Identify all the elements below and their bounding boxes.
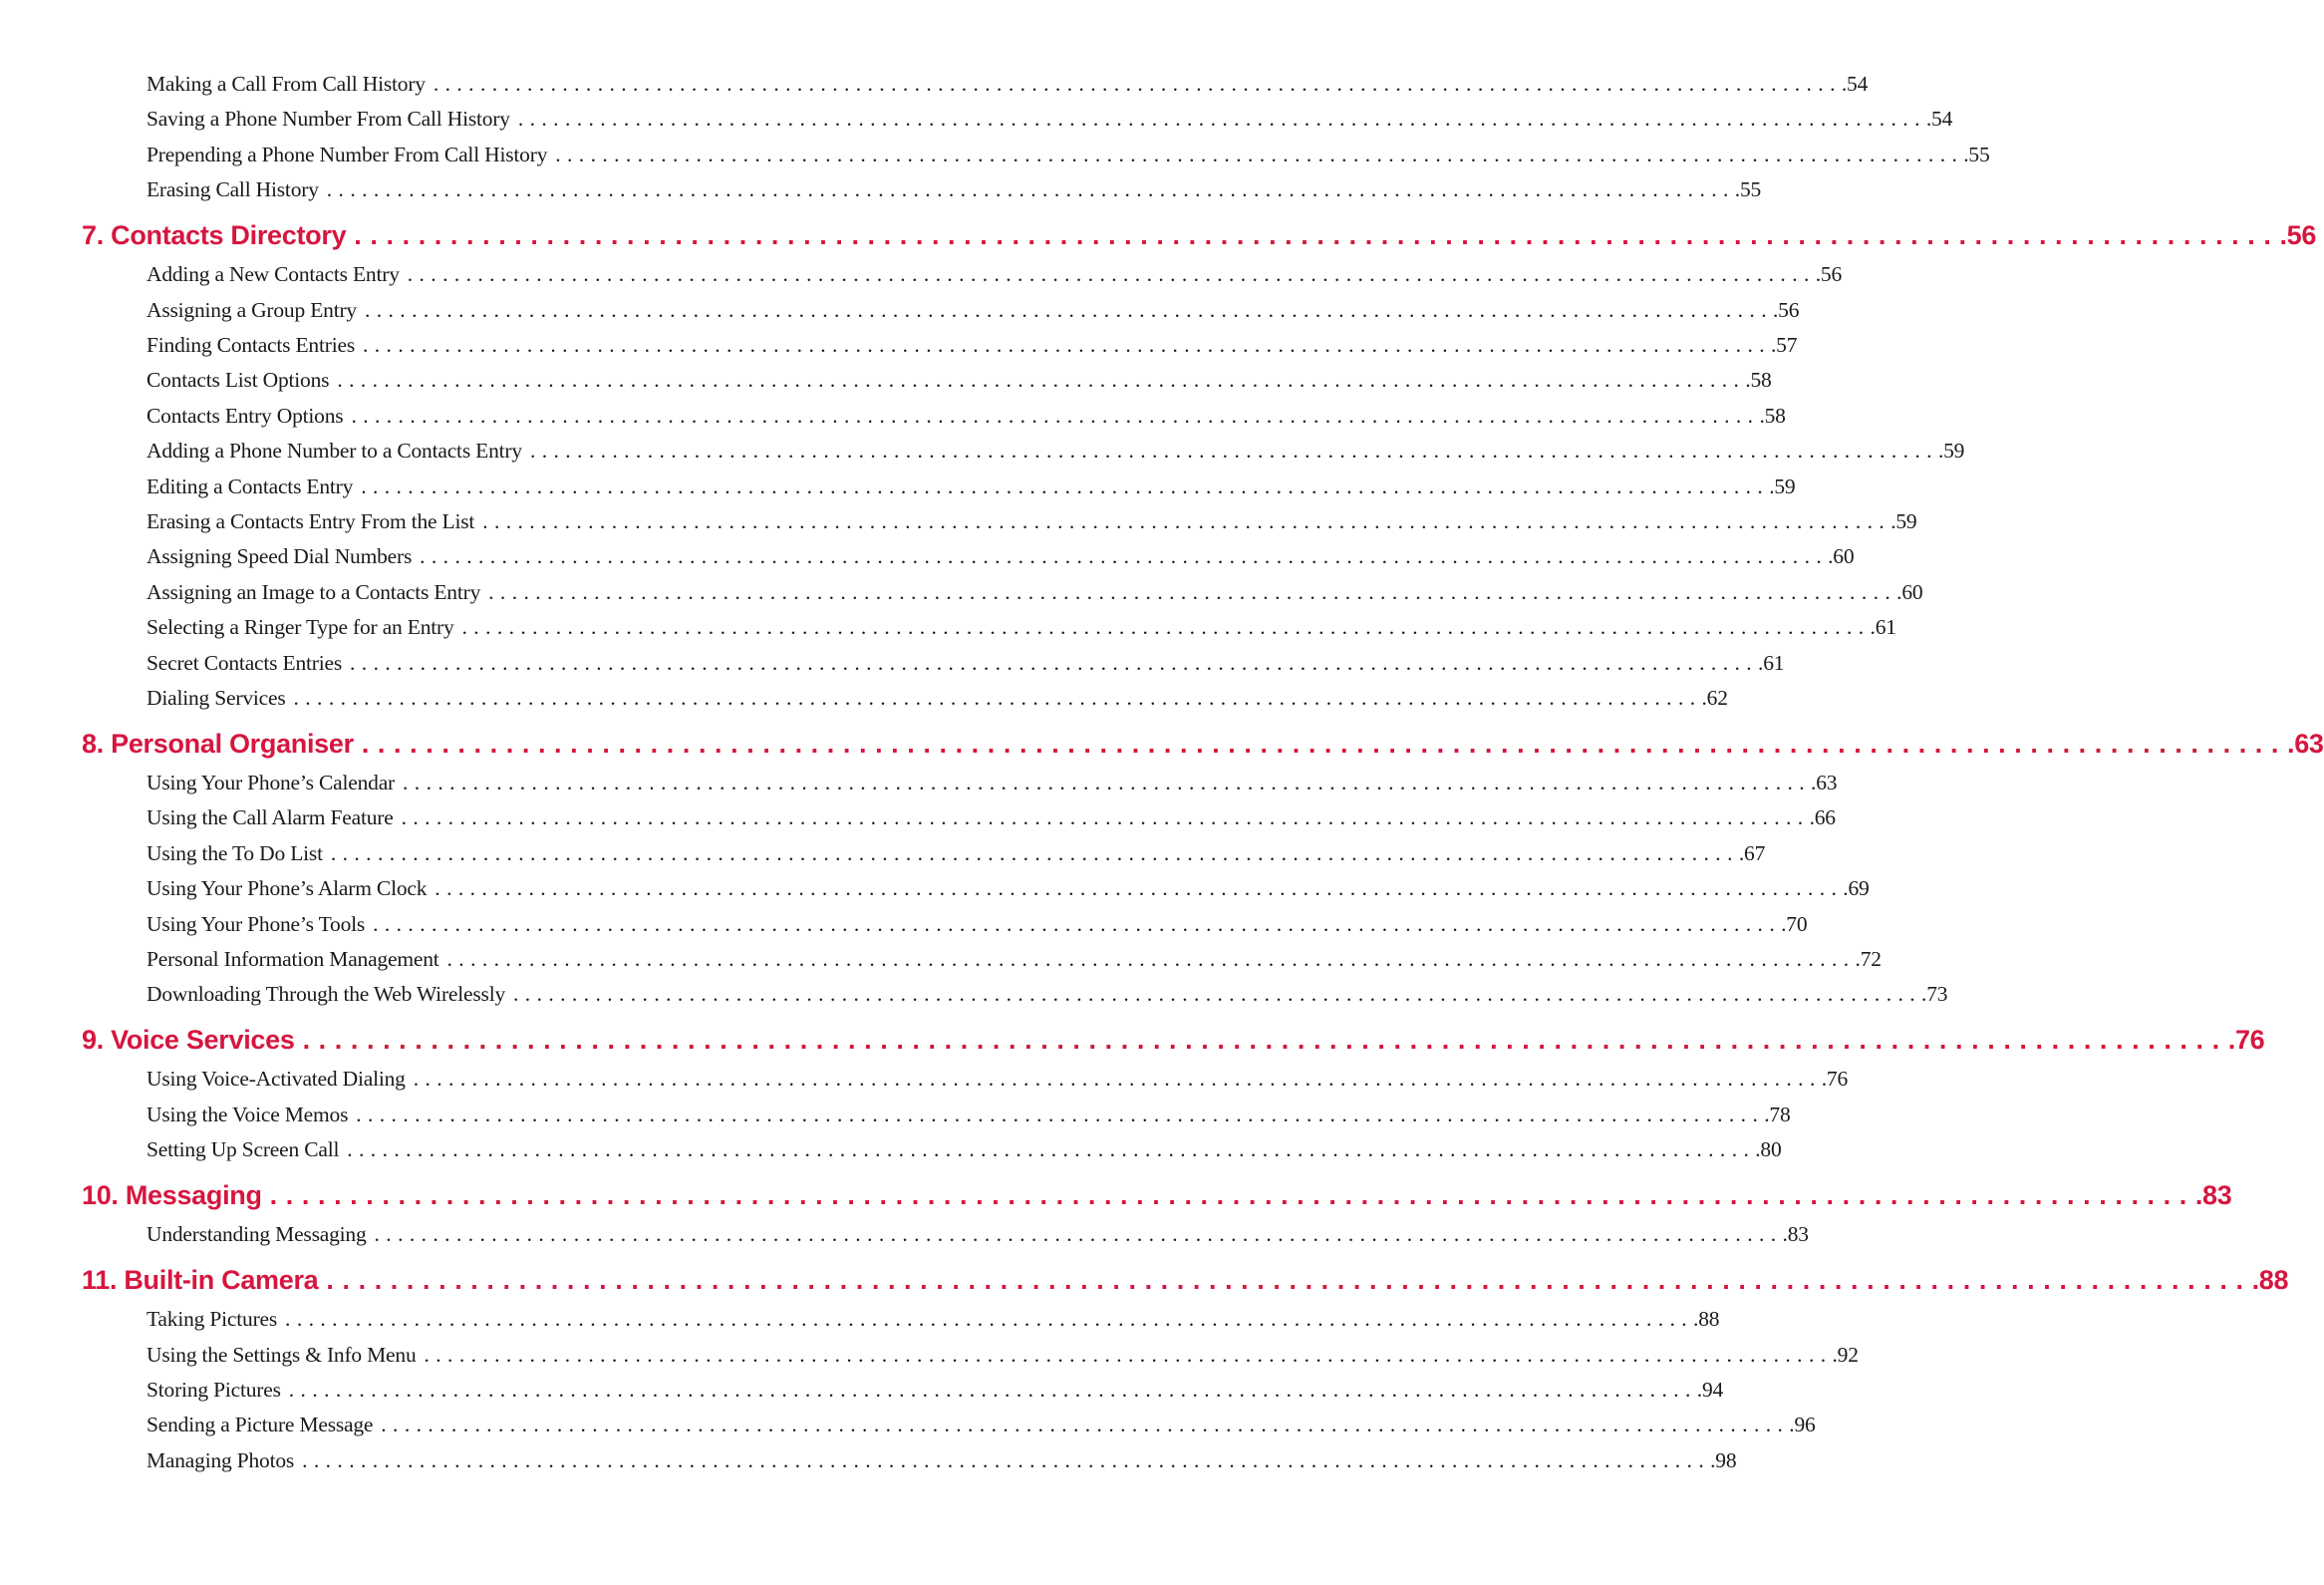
toc-entry[interactable] [146, 474, 1796, 508]
dot-leader: ........................................................................................................................ [326, 177, 1735, 202]
entry-title: Saving a Phone Number From Call History [146, 107, 510, 132]
entry-title: Using the Voice Memos [146, 1102, 349, 1126]
entry-title: Taking Pictures [146, 1307, 278, 1332]
toc-entry[interactable] [146, 107, 1953, 141]
toc-entry[interactable] [146, 1222, 1809, 1256]
page-number: .59 [1769, 474, 1796, 498]
dot-leader: ........................................................................................................................ [337, 368, 1746, 393]
toc-entry[interactable] [146, 368, 1772, 402]
toc-chapter-heading[interactable] [82, 220, 2317, 260]
dot-leader: ........................................................................................................................ [461, 615, 1871, 640]
page-number: .76 [1821, 1067, 1848, 1092]
toc-entry[interactable] [146, 1307, 1720, 1341]
entry-title: Contacts Entry Options [146, 403, 344, 428]
dot-leader: ........................................................................................................................ [401, 805, 1810, 830]
page-number: .54 [1841, 72, 1869, 96]
entry-title: Adding a New Contacts Entry [146, 262, 400, 287]
dot-leader: ........................................................................................................................ [351, 403, 1760, 428]
page-number: .60 [1828, 544, 1855, 569]
dot-leader: ........................................................................................................................ [413, 1067, 1822, 1092]
entry-title: Editing a Contacts Entry [146, 474, 354, 498]
dot-leader: ........................................................................................................................ [326, 1265, 2252, 1296]
toc-entry[interactable] [146, 333, 1798, 367]
dot-leader: ........................................................................................................................ [361, 729, 2288, 759]
toc-entry[interactable] [146, 805, 1836, 839]
toc-chapter-heading[interactable] [82, 729, 2324, 769]
page-number: .63 [1811, 771, 1838, 794]
dot-leader: ........................................................................................................................ [356, 1102, 1765, 1126]
toc-chapter-heading[interactable] [82, 1265, 2289, 1305]
dot-leader: ........................................................................................................................ [288, 1378, 1697, 1402]
page-number: .57 [1771, 333, 1798, 357]
page-number: .61 [1758, 650, 1785, 675]
dot-leader: ........................................................................................................................ [373, 911, 1782, 936]
toc-entry[interactable] [146, 686, 1728, 720]
toc-entry[interactable] [146, 1447, 1737, 1482]
dot-leader: ........................................................................................................................ [381, 1413, 1790, 1437]
dot-leader: ........................................................................................................................ [529, 439, 1938, 464]
toc-entry[interactable] [146, 615, 1896, 649]
toc-entry[interactable] [146, 579, 1923, 614]
page-number: .92 [1832, 1342, 1859, 1367]
toc-entry[interactable] [146, 1102, 1791, 1136]
toc-entry[interactable] [146, 177, 1762, 211]
entry-title: Erasing a Contacts Entry From the List [146, 509, 475, 533]
page-number: .88 [2251, 1265, 2289, 1296]
toc-entry[interactable] [146, 1067, 1848, 1101]
entry-title: Secret Contacts Entries [146, 650, 343, 675]
dot-leader: ........................................................................................................................ [517, 107, 1926, 132]
dot-leader: ........................................................................................................................ [302, 1447, 1711, 1472]
page-number: .56 [1772, 297, 1800, 322]
entry-title: Using Voice-Activated Dialing [146, 1067, 406, 1092]
chapter-title: 8. Personal Organiser [82, 729, 354, 759]
page-number: .59 [1937, 439, 1965, 464]
toc-entry[interactable] [146, 262, 1843, 296]
chapter-title: 10. Messaging [82, 1180, 262, 1211]
entry-title: Erasing Call History [146, 177, 319, 202]
toc-entry[interactable] [146, 297, 1800, 332]
dot-leader: ........................................................................................................................ [269, 1180, 2195, 1211]
entry-title: Prepending a Phone Number From Call History [146, 142, 548, 166]
page-number: .70 [1781, 911, 1808, 936]
page-number: .66 [1809, 805, 1836, 830]
page-number: .72 [1855, 947, 1882, 971]
toc-entry[interactable] [146, 1342, 1859, 1377]
page-number: .58 [1759, 403, 1786, 428]
page-number: .56 [1815, 262, 1843, 287]
toc-entry[interactable] [146, 911, 1808, 946]
entry-title: Dialing Services [146, 686, 286, 710]
entry-title: Assigning Speed Dial Numbers [146, 544, 413, 569]
page-number: .98 [1710, 1447, 1737, 1472]
dot-leader: ........................................................................................................................ [285, 1307, 1694, 1332]
dot-leader: ........................................................................................................................ [403, 771, 1812, 794]
toc-entry[interactable] [146, 876, 1870, 910]
page-number: .73 [1921, 982, 1948, 1007]
entry-title: Using Your Phone’s Alarm Clock [146, 876, 428, 901]
toc-entry[interactable] [146, 947, 1882, 981]
page-number: .76 [2227, 1025, 2265, 1056]
page-number: .69 [1843, 876, 1870, 901]
dot-leader: ........................................................................................................................ [350, 650, 1759, 675]
entry-title: Using the Settings & Info Menu [146, 1342, 417, 1367]
dot-leader: ........................................................................................................................ [435, 876, 1844, 901]
dot-leader: ........................................................................................................................ [302, 1025, 2228, 1056]
entry-title: Downloading Through the Web Wirelessly [146, 982, 506, 1007]
toc-entry[interactable] [146, 650, 1785, 685]
page-number: .96 [1789, 1413, 1816, 1437]
page-number: .88 [1693, 1307, 1720, 1332]
dot-leader: ........................................................................................................................ [293, 686, 1702, 710]
page-number: .60 [1896, 579, 1923, 604]
toc-entry[interactable] [146, 544, 1855, 578]
dot-leader: ........................................................................................................................ [433, 72, 1842, 96]
entry-title: Using the To Do List [146, 840, 323, 865]
dot-leader: ........................................................................................................................ [363, 333, 1771, 357]
page-number: .83 [2194, 1180, 2232, 1211]
entry-title: Contacts List Options [146, 368, 330, 393]
page-number: .67 [1738, 840, 1766, 865]
chapter-title: 11. Built-in Camera [82, 1265, 319, 1296]
entry-title: Setting Up Screen Call [146, 1137, 340, 1162]
toc-entry[interactable] [146, 509, 1917, 543]
entry-title: Adding a Phone Number to a Contacts Entry [146, 439, 522, 464]
entry-title: Storing Pictures [146, 1378, 281, 1402]
dot-leader: ........................................................................................................................ [482, 509, 1891, 533]
page-number: .55 [1734, 177, 1762, 202]
toc-entry[interactable] [146, 403, 1786, 438]
entry-title: Assigning an Image to a Contacts Entry [146, 579, 481, 604]
page-number: .80 [1755, 1137, 1782, 1162]
page-number: .78 [1764, 1102, 1791, 1126]
page-number: .55 [1963, 142, 1990, 166]
dot-leader: ........................................................................................................................ [488, 579, 1897, 604]
entry-title: Using Your Phone’s Calendar [146, 771, 396, 794]
page-number: .83 [1782, 1222, 1809, 1247]
page-number: .59 [1890, 509, 1917, 533]
page-number: .54 [1925, 107, 1953, 132]
entry-title: Understanding Messaging [146, 1222, 367, 1247]
entry-title: Personal Information Management [146, 947, 439, 971]
dot-leader: ........................................................................................................................ [555, 142, 1964, 166]
page-number: .62 [1701, 686, 1728, 710]
toc-entry[interactable] [146, 1413, 1816, 1446]
entry-title: Managing Photos [146, 1447, 295, 1472]
page-number: .56 [2279, 220, 2317, 251]
dot-leader: ........................................................................................................................ [361, 474, 1770, 498]
entry-title: Selecting a Ringer Type for an Entry [146, 615, 454, 640]
toc-entry[interactable] [146, 142, 1990, 176]
entry-title: Finding Contacts Entries [146, 333, 355, 357]
dot-leader: ........................................................................................................................ [374, 1222, 1783, 1247]
toc-entry[interactable] [146, 1378, 1724, 1412]
dot-leader: ........................................................................................................................ [354, 220, 2280, 251]
page-number: .63 [2287, 729, 2324, 759]
page-number: .94 [1696, 1378, 1724, 1402]
toc-entry[interactable] [146, 1137, 1782, 1171]
page-number: .61 [1870, 615, 1896, 640]
dot-leader: ........................................................................................................................ [420, 544, 1829, 569]
chapter-title: 7. Contacts Directory [82, 220, 347, 251]
entry-title: Sending a Picture Message [146, 1413, 374, 1437]
dot-leader: ........................................................................................................................ [424, 1342, 1833, 1367]
chapter-title: 9. Voice Services [82, 1025, 295, 1056]
dot-leader: ........................................................................................................................ [347, 1137, 1756, 1162]
page-number: .58 [1745, 368, 1772, 393]
dot-leader: ........................................................................................................................ [364, 297, 1773, 322]
entry-title: Assigning a Group Entry [146, 297, 357, 322]
toc-chapter-heading[interactable] [82, 1025, 2265, 1065]
toc-entry[interactable] [146, 439, 1965, 473]
entry-title: Using Your Phone’s Tools [146, 911, 366, 936]
toc-entry[interactable] [146, 982, 1948, 1016]
entry-title: Making a Call From Call History [146, 72, 426, 96]
dot-leader: ........................................................................................................................ [407, 262, 1816, 287]
toc-chapter-heading[interactable] [82, 1180, 2232, 1220]
dot-leader: ........................................................................................................................ [446, 947, 1856, 971]
toc-entry[interactable] [146, 72, 1869, 106]
toc-entry[interactable] [146, 771, 1838, 804]
toc-entry[interactable] [146, 840, 1766, 875]
entry-title: Using the Call Alarm Feature [146, 805, 394, 830]
dot-leader: ........................................................................................................................ [330, 840, 1739, 865]
dot-leader: ........................................................................................................................ [513, 982, 1922, 1007]
